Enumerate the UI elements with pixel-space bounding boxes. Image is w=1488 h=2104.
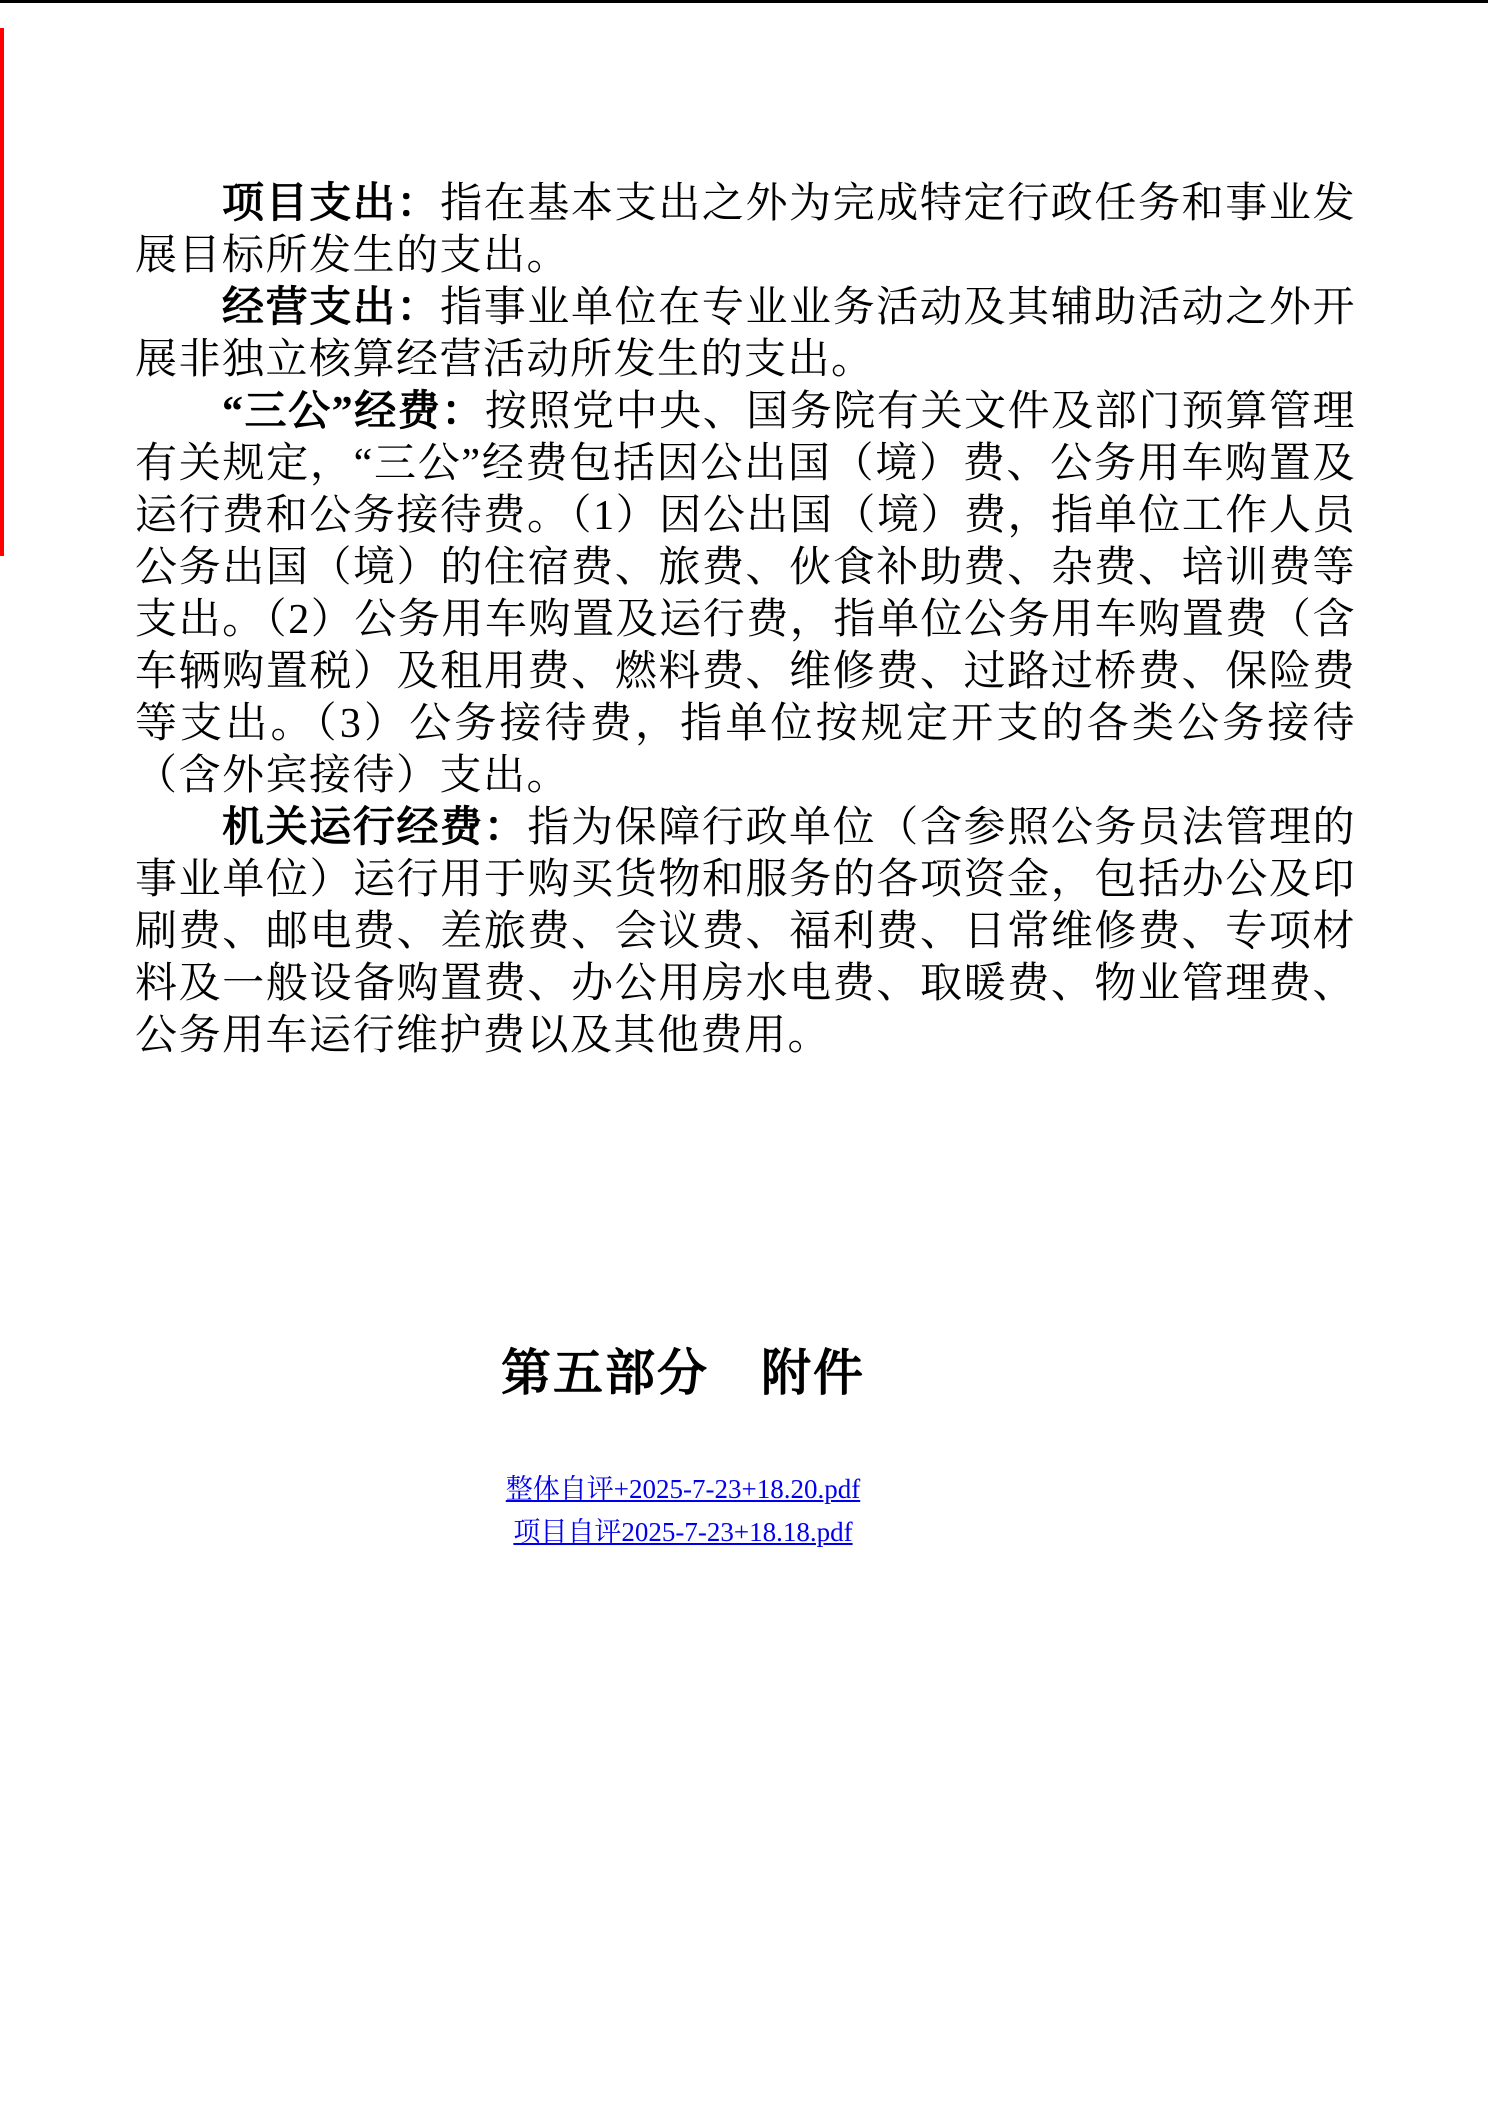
- paragraph-operating-expenditure: [135, 282, 1356, 386]
- attachment-links: [0, 1468, 1366, 1554]
- paragraph-text: 按照党中央、国务院有关文件及部门预算管理有关规定，“三公”经费包括因公出国（境）费、公务用车购置及运行费和公务接待费。（1）因公出国（境）费，指单位工作人员公务出国（境）的住宿费、旅费、伙食补助费、杂费、培训费等支出。（2）公务用车购置及运行费，指单位公务用车购置费（含车辆购置税）及租用费、燃料费、维修费、过路过桥费、保险费等支出。（3）公务接待费，指单位按规定开支的各类公务接待（含外宾接待）支出。: [135, 389, 1356, 799]
- term-label-agency-operating-funds: 机关运行经费：: [222, 805, 528, 851]
- attachments-section: [0, 1337, 1366, 1554]
- attachment-link-project-self-evaluation[interactable]: 项目自评2025-7-23+18.18.pdf: [513, 1517, 853, 1547]
- term-label-operating-expenditure: 经营支出：: [222, 285, 441, 331]
- top-edge-line: [0, 0, 1488, 3]
- term-label-three-public-funds: “三公”经费：: [222, 389, 485, 435]
- paragraph-text: 指事业单位在专业业务活动及其辅助活动之外开展非独立核算经营活动所发生的支出。: [135, 285, 1356, 383]
- paragraph-project-expenditure: [135, 178, 1356, 282]
- paragraph-agency-operating-funds: [135, 802, 1356, 1062]
- term-label-project-expenditure: 项目支出：: [222, 181, 441, 227]
- attachment-link-overall-self-evaluation[interactable]: 整体自评+2025-7-23+18.20.pdf: [505, 1474, 861, 1504]
- left-red-mark: [0, 28, 4, 556]
- paragraph-three-public-funds: [135, 386, 1356, 802]
- section-heading: 第五部分 附件: [501, 1345, 865, 1401]
- paragraph-text: 指在基本支出之外为完成特定行政任务和事业发展目标所发生的支出。: [135, 181, 1356, 279]
- paragraph-text: 指为保障行政单位（含参照公务员法管理的事业单位）运行用于购买货物和服务的各项资金，包括办公及印刷费、邮电费、差旅费、会议费、福利费、日常维修费、专项材料及一般设备购置费、办公用房水电费、取暖费、物业管理费、公务用车运行维护费以及其他费用。: [135, 805, 1356, 1059]
